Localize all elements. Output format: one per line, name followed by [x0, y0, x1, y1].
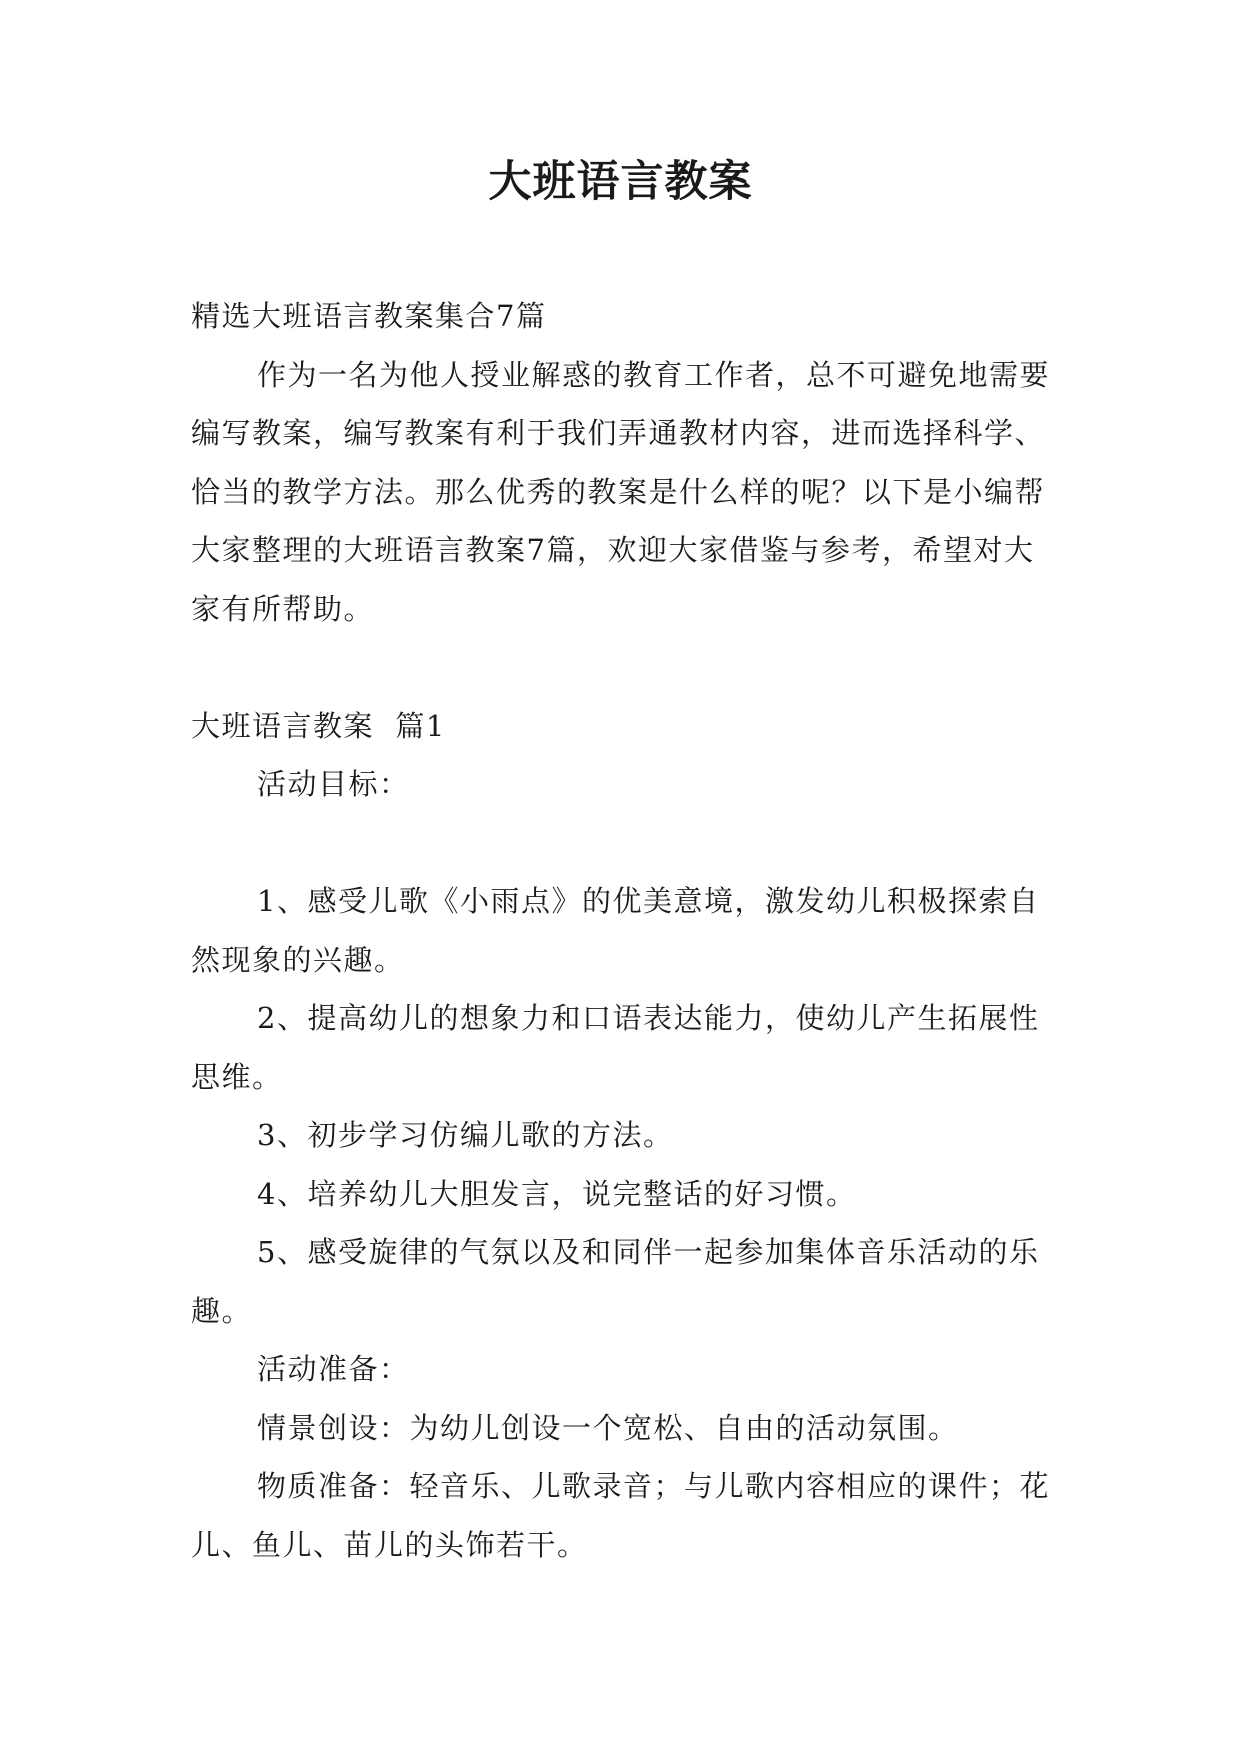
spacer	[191, 814, 1061, 873]
goal-item: 5、感受旋律的气氛以及和同伴一起参加集体音乐活动的乐趣。	[191, 1235, 1040, 1328]
goal-item: 1、感受儿歌《小雨点》的优美意境，激发幼儿积极探索自然现象的兴趣。	[191, 884, 1040, 977]
prep-label: 活动准备：	[257, 1352, 410, 1386]
spacer	[191, 638, 1061, 697]
section-heading: 大班语言教案 篇1	[191, 708, 446, 743]
goals-label: 活动目标：	[257, 767, 410, 801]
document-body	[191, 287, 1061, 1574]
intro-paragraph: 作为一名为他人授业解惑的教育工作者，总不可避免地需要编写教案，编写教案有利于我们弄通教材内容，进而选择科学、恰当的教学方法。那么优秀的教案是什么样的呢？以下是小编帮大家整理的大班语言教案7篇，欢迎大家借鉴与参考，希望对大家有所帮助。	[191, 357, 1051, 626]
goal-item: 3、初步学习仿编儿歌的方法。	[257, 1118, 674, 1152]
prep-item: 情景创设：为幼儿创设一个宽松、自由的活动氛围。	[257, 1410, 959, 1445]
prep-item: 物质准备：轻音乐、儿歌录音；与儿歌内容相应的课件；花儿、鱼儿、苗儿的头饰若干。	[191, 1469, 1051, 1562]
document-subtitle: 精选大班语言教案集合7篇	[191, 299, 547, 333]
goal-item: 4、培养幼儿大胆发言，说完整话的好习惯。	[257, 1176, 857, 1211]
goal-item: 2、提高幼儿的想象力和口语表达能力，使幼儿产生拓展性思维。	[191, 1001, 1040, 1094]
document-title: 大班语言教案	[488, 157, 753, 207]
